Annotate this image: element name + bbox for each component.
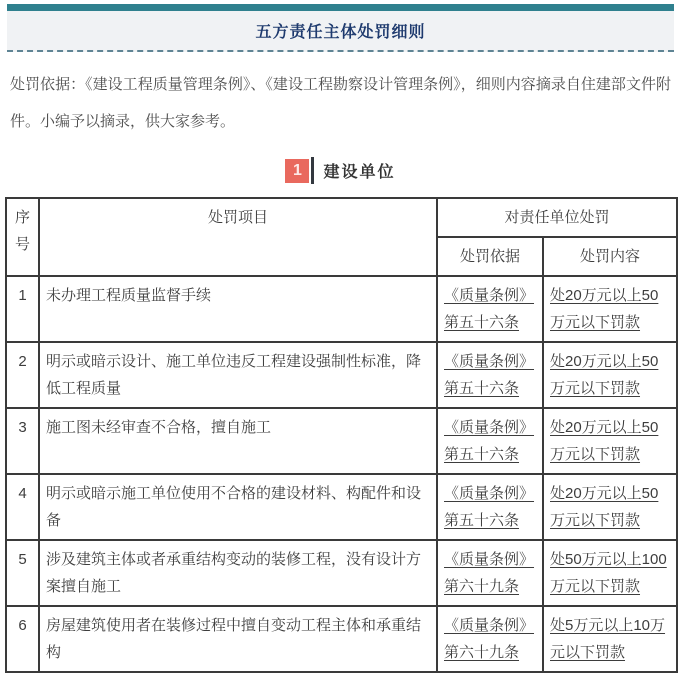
table-row — [6, 276, 677, 342]
cell-content: 处20万元以上50万元以下罚款 — [543, 276, 677, 342]
cell-content: 处20万元以上50万元以下罚款 — [543, 408, 677, 474]
cell-basis: 《质量条例》第五十六条 — [437, 276, 543, 342]
cell-index: 5 — [6, 540, 39, 606]
cell-content: 处5万元以上10万元以下罚款 — [543, 606, 677, 672]
cell-basis: 《质量条例》第六十九条 — [437, 606, 543, 672]
cell-index: 2 — [6, 342, 39, 408]
top-accent-bar — [7, 4, 674, 11]
header-item: 处罚项目 — [39, 198, 437, 276]
table-row — [6, 474, 677, 540]
cell-index: 6 — [6, 606, 39, 672]
cell-content: 处20万元以上50万元以下罚款 — [543, 474, 677, 540]
header-group: 对责任单位处罚 — [437, 198, 677, 237]
table-row — [6, 540, 677, 606]
cell-basis: 《质量条例》第五十六条 — [437, 342, 543, 408]
cell-basis: 《质量条例》第五十六条 — [437, 408, 543, 474]
cell-item: 明示或暗示施工单位使用不合格的建设材料、构配件和设备 — [39, 474, 437, 540]
cell-item: 未办理工程质量监督手续 — [39, 276, 437, 342]
section-title: 建设单位 — [323, 164, 396, 181]
table-row — [6, 342, 677, 408]
intro-text: 处罚依据：《建设工程质量管理条例》、《建设工程勘察设计管理条例》，细则内容摘录自住建部文件附件。小编予以摘录，供大家参考。 — [10, 76, 671, 130]
cell-index: 1 — [6, 276, 39, 342]
cell-item: 房屋建筑使用者在装修过程中擅自变动工程主体和承重结构 — [39, 606, 437, 672]
cell-index: 4 — [6, 474, 39, 540]
table-row — [6, 408, 677, 474]
section-divider-line — [311, 157, 314, 184]
page-title: 五方责任主体处罚细则 — [255, 24, 426, 41]
cell-content: 处20万元以上50万元以下罚款 — [543, 342, 677, 408]
cell-index: 3 — [6, 408, 39, 474]
section-number-badge: 1 — [285, 159, 309, 183]
cell-item: 施工图未经审查不合格，擅自施工 — [39, 408, 437, 474]
cell-content: 处50万元以上100万元以下罚款 — [543, 540, 677, 606]
cell-item: 明示或暗示设计、施工单位违反工程建设强制性标准，降低工程质量 — [39, 342, 437, 408]
cell-basis: 《质量条例》第五十六条 — [437, 474, 543, 540]
table-row — [6, 606, 677, 672]
penalty-table — [5, 197, 678, 673]
cell-basis: 《质量条例》第六十九条 — [437, 540, 543, 606]
table-header-row-1 — [6, 198, 677, 237]
header-index: 序号 — [6, 198, 39, 276]
header-basis: 处罚依据 — [437, 237, 543, 276]
section-heading — [7, 157, 674, 184]
cell-item: 涉及建筑主体或者承重结构变动的装修工程，没有设计方案擅自施工 — [39, 540, 437, 606]
header-content: 处罚内容 — [543, 237, 677, 276]
title-band — [7, 11, 674, 52]
